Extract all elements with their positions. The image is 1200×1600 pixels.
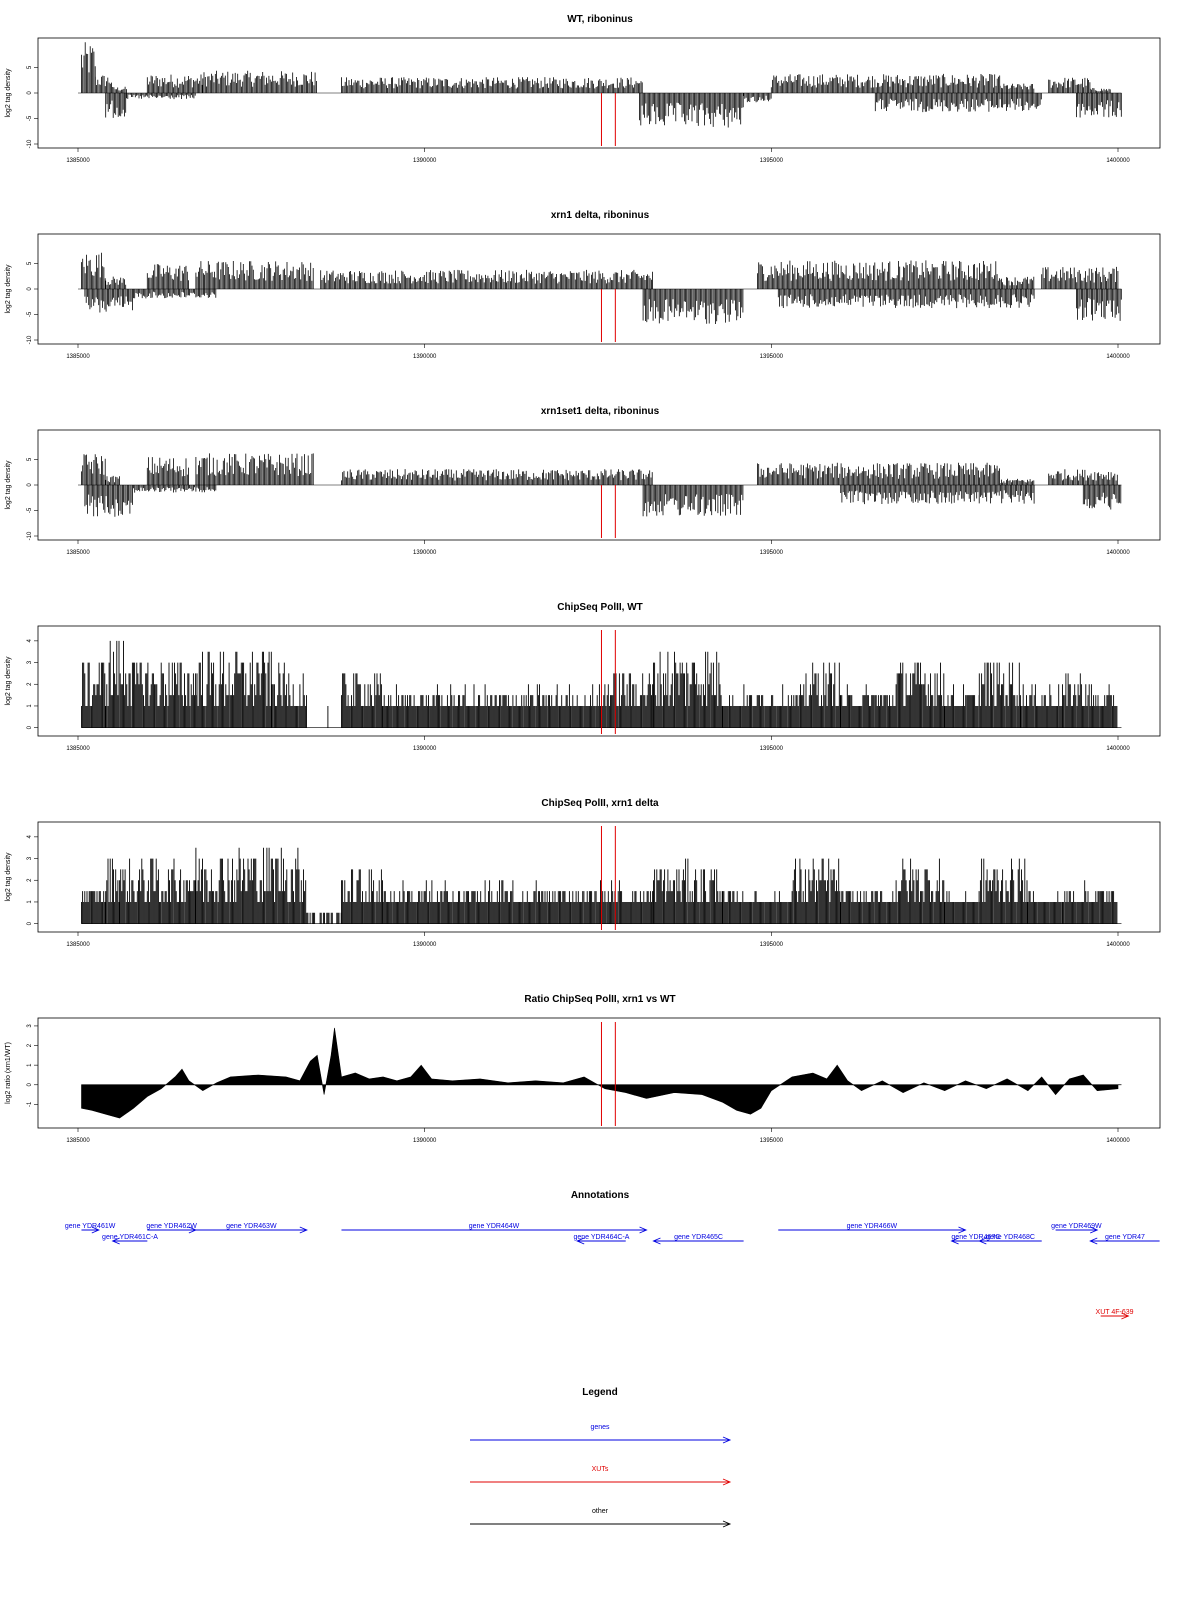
gene-label: gene YDR466W bbox=[846, 1223, 898, 1230]
y-tick-label: -5 bbox=[27, 115, 33, 122]
y-tick-label: 2 bbox=[27, 878, 33, 882]
chart-panel-6 bbox=[5, 994, 1160, 1144]
legend-item-label: XUTs bbox=[591, 1466, 609, 1473]
chart-title: ChipSeq PolII, xrn1 delta bbox=[541, 798, 659, 809]
x-tick-label: 1385000 bbox=[66, 158, 90, 164]
gene-label: gene YDR467C bbox=[951, 1234, 1001, 1241]
legend-item-label: genes bbox=[590, 1424, 610, 1431]
y-tick-label: 1 bbox=[27, 900, 33, 904]
y-tick-label: 0 bbox=[27, 1083, 33, 1087]
x-tick-label: 1400000 bbox=[1106, 746, 1130, 752]
legend-title: Legend bbox=[582, 1387, 618, 1398]
x-tick-label: 1400000 bbox=[1106, 354, 1130, 360]
gene-label: gene YDR461W bbox=[64, 1223, 116, 1230]
y-tick-label: -10 bbox=[27, 531, 33, 541]
chart-panel-2 bbox=[5, 210, 1160, 360]
annotations-title: Annotations bbox=[570, 1190, 630, 1201]
x-tick-label: 1390000 bbox=[412, 1138, 437, 1144]
x-tick-label: 1385000 bbox=[66, 746, 90, 752]
x-tick-label: 1400000 bbox=[1106, 1138, 1130, 1144]
gene-label: gene YDR469W bbox=[1051, 1223, 1102, 1230]
y-axis-label: log2 tag density bbox=[5, 460, 12, 510]
gene-label: gene YDR47 bbox=[1104, 1234, 1145, 1241]
x-tick-label: 1390000 bbox=[412, 354, 437, 360]
y-tick-label: 0 bbox=[27, 725, 33, 730]
annotations-panel bbox=[65, 1190, 1160, 1319]
y-tick-label: 5 bbox=[27, 65, 33, 70]
chart-panel-5 bbox=[5, 798, 1160, 948]
x-tick-label: 1395000 bbox=[759, 354, 784, 360]
y-tick-label: 3 bbox=[27, 1024, 33, 1028]
plot-frame bbox=[38, 1018, 1160, 1128]
y-tick-label: 2 bbox=[27, 1043, 33, 1048]
x-tick-label: 1395000 bbox=[759, 1138, 784, 1144]
y-tick-label: 4 bbox=[27, 639, 33, 643]
chart-panel-4 bbox=[5, 602, 1160, 752]
y-tick-label: 0 bbox=[27, 287, 33, 291]
x-tick-label: 1385000 bbox=[66, 354, 90, 360]
chip-density-bars bbox=[82, 848, 1117, 924]
chip-density-bars bbox=[82, 641, 1117, 728]
y-tick-label: -1 bbox=[27, 1101, 33, 1108]
y-tick-label: -10 bbox=[27, 335, 33, 345]
gene-label: gene YDR465C bbox=[674, 1234, 723, 1241]
legend-panel bbox=[470, 1387, 730, 1527]
x-tick-label: 1390000 bbox=[412, 550, 437, 556]
y-axis-label: log2 ratio (xrn1/WT) bbox=[5, 1042, 12, 1104]
legend-item-label: other bbox=[592, 1508, 608, 1515]
x-tick-label: 1400000 bbox=[1106, 550, 1130, 556]
chart-title: Ratio ChipSeq PolII, xrn1 vs WT bbox=[524, 994, 676, 1005]
chart-title: WT, riboninus bbox=[567, 14, 633, 25]
y-tick-label: -5 bbox=[27, 507, 33, 514]
ratio-area bbox=[82, 1028, 1119, 1118]
chart-title: xrn1set1 delta, riboninus bbox=[540, 406, 660, 417]
y-tick-label: 5 bbox=[27, 457, 33, 462]
y-tick-label: 2 bbox=[27, 682, 33, 686]
x-tick-label: 1390000 bbox=[412, 158, 437, 164]
x-tick-label: 1390000 bbox=[412, 746, 437, 752]
y-tick-label: 1 bbox=[27, 704, 33, 708]
chart-panel-3 bbox=[5, 406, 1160, 556]
x-tick-label: 1395000 bbox=[759, 550, 784, 556]
y-tick-label: 0 bbox=[27, 91, 33, 95]
chart-panel-1 bbox=[5, 14, 1160, 164]
y-axis-label: log2 tag density bbox=[5, 656, 12, 706]
x-tick-label: 1385000 bbox=[66, 942, 90, 948]
y-tick-label: 1 bbox=[27, 1063, 33, 1067]
chart-title: ChipSeq PolII, WT bbox=[557, 602, 643, 613]
xut-label: XUT 4F-639 bbox=[1095, 1309, 1134, 1316]
y-tick-label: -5 bbox=[27, 311, 33, 318]
x-tick-label: 1395000 bbox=[759, 942, 784, 948]
gene-label: gene YDR464C-A bbox=[573, 1234, 630, 1241]
y-axis-label: log2 tag density bbox=[5, 852, 12, 902]
x-tick-label: 1400000 bbox=[1106, 942, 1130, 948]
x-tick-label: 1395000 bbox=[759, 746, 784, 752]
gene-label: gene YDR468C bbox=[986, 1234, 1035, 1241]
y-tick-label: -10 bbox=[27, 139, 33, 149]
x-tick-label: 1385000 bbox=[66, 550, 90, 556]
gene-label: gene YDR461C-A bbox=[102, 1234, 158, 1241]
chart-title: xrn1 delta, riboninus bbox=[550, 210, 650, 221]
y-tick-label: 3 bbox=[27, 856, 33, 861]
y-tick-label: 0 bbox=[27, 483, 33, 487]
y-axis-label: log2 tag density bbox=[5, 68, 12, 118]
gene-label: gene YDR463W bbox=[226, 1223, 277, 1230]
x-tick-label: 1390000 bbox=[412, 942, 437, 948]
x-tick-label: 1395000 bbox=[759, 158, 784, 164]
gene-label: gene YDR462W bbox=[146, 1223, 197, 1230]
y-tick-label: 0 bbox=[27, 921, 33, 926]
x-tick-label: 1385000 bbox=[66, 1138, 90, 1144]
y-axis-label: log2 tag density bbox=[5, 264, 12, 314]
x-tick-label: 1400000 bbox=[1106, 158, 1130, 164]
y-tick-label: 3 bbox=[27, 660, 33, 665]
gene-label: gene YDR464W bbox=[468, 1223, 520, 1230]
y-tick-label: 5 bbox=[27, 261, 33, 266]
y-tick-label: 4 bbox=[27, 835, 33, 839]
